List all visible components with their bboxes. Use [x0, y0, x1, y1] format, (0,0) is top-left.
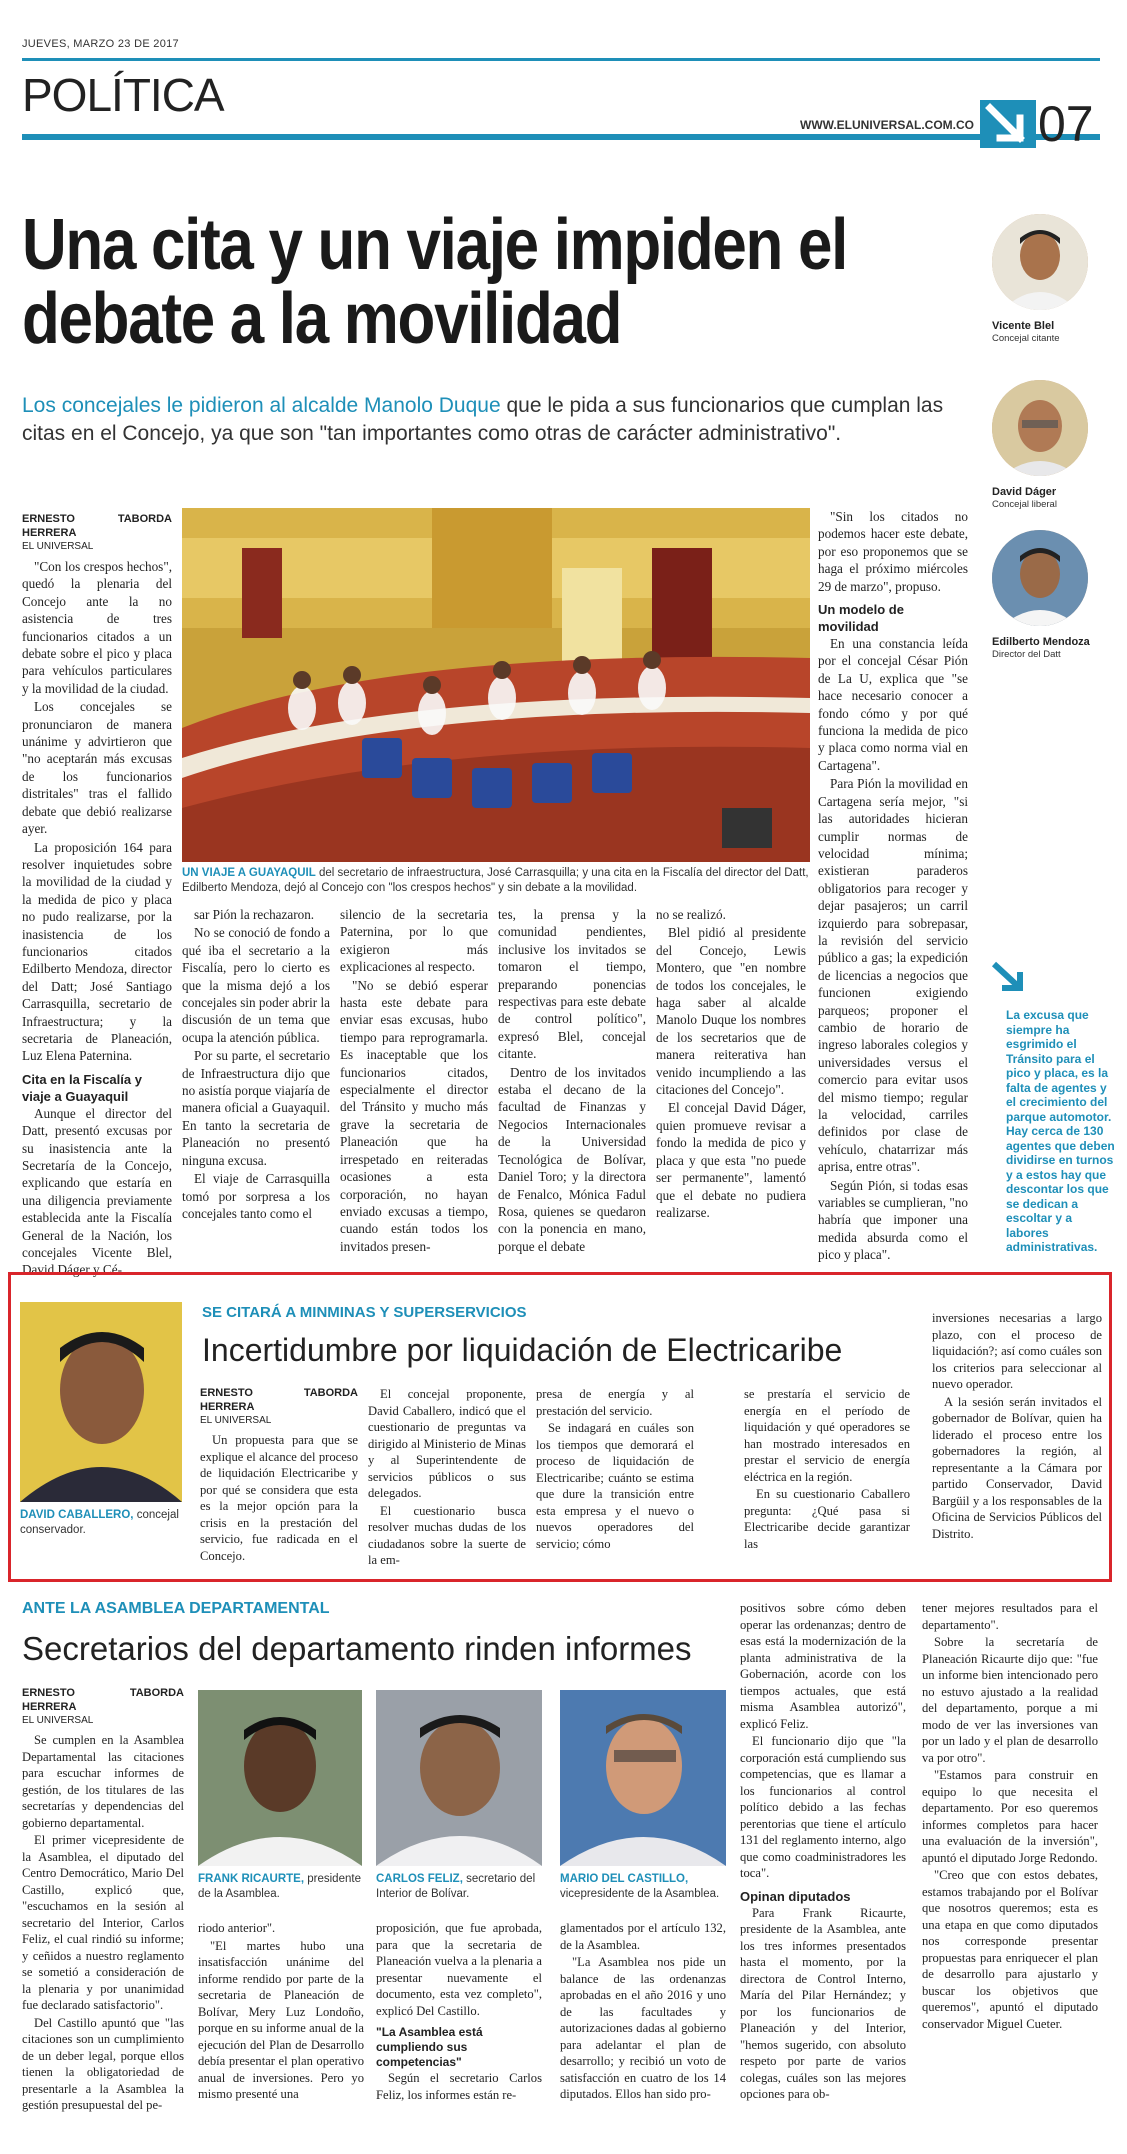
caption-lead: UN VIAJE A GUAYAQUIL [182, 867, 316, 879]
paragraph: no se realizó. [656, 907, 726, 922]
paragraph: proposición, que fue aprobada, para que la secretaria de Planeación vuelva a la plenaria a presentar nuevamente el documento, esta vez completo", explicó Del Castillo. [376, 1921, 542, 2018]
top-rule [22, 58, 1100, 61]
paragraph: No se conoció de fondo a qué iba el secretario a la Fiscalía, pero lo cierto es que la misma dejó a los concejales sin poder abrir la discusión de un tema que ocupa la atención pública. [182, 925, 330, 1045]
paragraph: "Sin los citados no podemos hacer este debate, por eso proponemos que se haga el próximo miércoles 29 de marzo", propuso. [818, 509, 968, 594]
paragraph: Se cumplen en la Asamblea Departamental las citaciones para escuchar informes de gestión, de los titulares de las secretarías y dependencias del gobierno departamental. [22, 1733, 184, 1830]
box-photo-caption [20, 1508, 190, 1538]
councilor-name: Edilberto Mendoza [992, 636, 1090, 648]
bottom-col-2 [198, 1920, 364, 2104]
paragraph: se prestaría el servicio de energía en el período de liquidación y qué operadores se han mostrado interesados en prestar el servicio de energía eléctrica en la región. [744, 1387, 910, 1484]
mario-del-castillo-photo [560, 1690, 726, 1866]
avatar-edilberto-mendoza [992, 530, 1088, 626]
paragraph: sar Pión la rechazaron. [194, 907, 315, 922]
councilor-role: Concejal liberal [992, 499, 1057, 510]
paragraph: En su cuestionario Caballero pregunta: ¿Qué pasa si Electricaribe decide garantizar las [744, 1487, 910, 1551]
paragraph: silencio de la secretaria Paternina, por lo que exigieron más explicaciones al respecto. [340, 907, 488, 975]
main-col-1 [22, 512, 172, 1280]
avatar-david-dager [992, 380, 1088, 476]
byline-source: EL UNIVERSAL [22, 541, 94, 552]
bottom-col-3 [376, 1920, 542, 2104]
paragraph: Un propuesta para que se explique el alcance del proceso de liquidación Electricaribe y por qué se considera que esta es la mejor opción para la crisis en la prestación del servicio, fue radicada en el Concejo. [200, 1433, 358, 1563]
paragraph: A la sesión serán invitados el gobernador de Bolívar, quien ha liderado el proceso entre los gobernadores la región, al representante a la Cámara por partido Conservador, David Bargüil y a los responsables de la Oficina de Servicios Públicos del Distrito. [932, 1394, 1102, 1541]
main-headline: Una cita y un viaje impiden el debate a la movilidad [22, 205, 848, 359]
paragraph: positivos sobre cómo deben operar las ordenanzas; dentro de esas está la modernización de la planta administrativa de la Gobernación, acorde con los tiempos actuales, que está misma Asamblea autorizó", explicó Feliz. [740, 1601, 906, 1731]
caption-lead: MARIO DEL CASTILLO, [560, 1873, 689, 1885]
paragraph: Dentro de los invitados estaba el decano de la facultad de Finanzas y Negocios Internacionales de la Universidad Tecnológica de Bolívar, Daniel Toro; y la directora de Fenalco, Mónica Fadul Rosa, quienes se quedaron con la ponencia en mano, porque el debate [498, 1064, 646, 1254]
subhead: Cita en la Fiscalía y viaje a Guayaquil [22, 1071, 142, 1104]
paragraph: inversiones necesarias a largo plazo, con el proceso de liquidación?; así como cuáles son los criterios para seleccionar al nuevo operador. [932, 1311, 1102, 1391]
main-col-6 [818, 508, 968, 1265]
councilor-role: Concejal citante [992, 333, 1060, 344]
paragraph: Por su parte, el secretario de Infraestructura dijo que no asistía porque viajaría de manera oficial a Guayaquil. En tanto la secretaria de Planeación no presentó ninguna excusa. [182, 1048, 330, 1168]
caption-text: vicepresidente de la Asamblea. [560, 1888, 720, 1900]
box-col-5 [932, 1310, 1102, 1543]
main-col-5 [656, 906, 806, 1222]
paragraph: "No se debió esperar hasta este debate para enviar esas excusas, hubo tiempo para reprogramarla. Es inaceptable que los funcionarios citados, especialmente el director del Tránsito y mucho más grave la secretaria de Planeación que ha irrespetado en reiteradas ocasiones a esta corporación, no hayan enviado excusas a tiempo, cuando están todos los invitados presen- [340, 977, 488, 1254]
bottom-col-4 [560, 1920, 726, 2104]
paragraph: El concejal David Dáger, quien promueve revisar a fondo la medida de pico y placa y que esta "no puede ser permanente", lamentó que el debate no pudiera realizarse. [656, 1100, 806, 1220]
main-col-3 [340, 906, 488, 1256]
photo-caption-feliz [376, 1872, 542, 1902]
avatar-caption-3 [992, 636, 1112, 661]
caption-text: presidente de la Asamblea. [198, 1873, 361, 1900]
paragraph: tener mejores resultados para el departamento". [922, 1601, 1098, 1632]
council-session-photo [182, 508, 810, 862]
page-number: 07 [1038, 96, 1094, 152]
section-title: POLÍTICA [22, 69, 224, 121]
paragraph: Según el secretario Carlos Feliz, los informes están re- [376, 2071, 542, 2102]
bottom-headline: Secretarios del departamento rinden informes [22, 1630, 692, 1667]
councilor-name: Vicente Blel [992, 320, 1055, 332]
box-headline: Incertidumbre por liquidación de Electricaribe [202, 1332, 843, 1368]
avatar-caption-1 [992, 320, 1102, 345]
paragraph: "Con los crespos hechos", quedó la plenaria del Concejo ante la no asistencia de tres funcionarios citados a un debate sobre el pico y placa para vehículos particulares y la movilidad de la ciudad. [22, 559, 172, 696]
subhead: Opinan diputados [740, 1888, 851, 1904]
paragraph: "La Asamblea nos pide un balance de las ordenanzas aprobadas en el año 2016 y uno de las facultades y autorizaciones dadas al gobierno para adelantar el plan de desarrollo; y recibió un voto de satisfacción en cuatro de los 14 diputados. Ellos han sido pro- [560, 1955, 726, 2101]
paragraph: Aunque el director del Datt, presentó excusas por su inasistencia ante la Secretaría de la Concejo, explicando que estaría en una diligencia previamente establecida ante la Fiscalía General de la Nación, los concejales Vicente Blel, David Dáger y Cé- [22, 1105, 172, 1278]
paragraph: El viaje de Carrasquilla tomó por sorpresa a los concejales tanto como el [182, 1171, 330, 1221]
paragraph: Según Pión, si todas esas variables se cumplieran, "no habría que imponer una medida absurda como el pico y placa". [818, 1177, 968, 1263]
byline-source: EL UNIVERSAL [22, 1715, 94, 1726]
paragraph: "Creo que con estos debates, estamos trabajando por el Bolívar que nosotros queremos; esta es una etapa en que como diputados nos corresponde presentar propuestas para enriquecer el plan de desarrollo para ajustarlo y buscar los objetivos que queremos", apuntó el diputado conservador Miguel Cueter. [922, 1868, 1098, 2031]
caption-text: secretario del Interior de Bolívar. [376, 1873, 536, 1900]
byline-author: ERNESTO TABORDA HERRERA [22, 1687, 184, 1713]
caption-text: del secretario de infraestructura, José Carrasquilla; y una cita en la Fiscalía del director del Datt, Edilberto Mendoza, dejó al Concejo con "los crespos hechos" y sin debate a la movilidad. [182, 867, 809, 894]
paragraph: Del Castillo apuntó que "las citaciones son un cumplimiento de un deber legal, porque ellos tienen la obligatoriedad de presentarle a la Asamblea la gestión presupuestal del pe- [22, 2015, 184, 2112]
deck-lead: Los concejales le pidieron al alcalde Manolo Duque [22, 394, 501, 417]
subhead: Un modelo de movilidad [818, 602, 904, 635]
councilor-name: David Dáger [992, 486, 1057, 498]
bottom-kicker: ANTE LA ASAMBLEA DEPARTAMENTAL [22, 1600, 330, 1617]
main-col-4 [498, 906, 646, 1256]
carlos-feliz-photo [376, 1690, 542, 1866]
paragraph: En una constancia leída por el concejal César Pión de La U, explica que "se hace necesario conocer a fondo cómo y por qué funciona la medida de pico y placa como norma vial en Cartagena". [818, 636, 968, 773]
frank-ricaurte-photo [198, 1690, 362, 1866]
arrow-down-right-icon [980, 100, 1036, 148]
byline-author: ERNESTO TABORDA HERRERA [22, 513, 172, 539]
box-col-2 [368, 1386, 526, 1570]
byline-source: EL UNIVERSAL [200, 1415, 272, 1426]
byline-author: ERNESTO TABORDA HERRERA [200, 1387, 358, 1413]
paragraph: glamentados por el artículo 132, de la Asamblea. [560, 1921, 726, 1952]
sidebar-arrow-icon [990, 960, 1028, 994]
paragraph: Sobre la secretaría de Planeación Ricaurte dijo que: "fue un informe bien intencionado pero no estuvo ajustado a la realidad del departamento, porque a mi modo de ver las inversiones van por un lado y el plan de desarrollo va por otro". [922, 1635, 1098, 1765]
bottom-col-5 [740, 1600, 906, 2104]
main-photo-caption [182, 866, 810, 896]
photo-caption-del-castillo [560, 1872, 726, 1902]
box-col-3 [536, 1386, 694, 1553]
caption-lead: DAVID CABALLERO, [20, 1509, 134, 1521]
main-deck [22, 392, 982, 448]
paragraph: El cuestionario busca resolver muchas dudas de los ciudadanos sobre la suerte de la em- [368, 1503, 526, 1567]
paragraph: tes, la prensa y la comunidad pendientes, inclusive los invitados se tomaron el tiempo, preparando ponencias respectivas para este debate de control político", expresó Blel, concejal citante. [498, 907, 646, 1062]
paragraph: Blel pidió al presidente del Concejo, Lewis Montero, que "en nombre de todos los concejales, le haga saber al alcalde Manolo Duque los nombres de los secretarios que de manera reiterativa han venido incumpliendo a las citaciones del Concejo". [656, 925, 806, 1098]
box-col-4 [744, 1386, 910, 1553]
page-badge [980, 100, 1036, 148]
paragraph: El funcionario dijo que "la corporación está cumpliendo sus competencias, que es llamar a los funcionarios al control político debido a las fechas perentorias que tiene el artículo 131 del reglamento interno, algo que como coadministradores les toca". [740, 1734, 906, 1880]
caption-lead: CARLOS FELIZ, [376, 1873, 463, 1885]
deck-rest: que le pida a sus funcionarios que cumplan las citas en el Concejo, ya que son "tan importantes como otras de carácter administrativo". [22, 394, 944, 445]
box-col-1 [200, 1386, 358, 1565]
site-url[interactable]: WWW.ELUNIVERSAL.COM.CO [800, 118, 974, 132]
box-kicker: SE CITARÁ A MINMINAS Y SUPERSERVICIOS [202, 1304, 527, 1321]
paragraph: Para Frank Ricaurte, presidente de la Asamblea, ante los tres informes presentados hasta el momento, por la directora de Control Interno, María del Pilar Hernández; y por los funcionarios de Planeación y del Interior, "hemos sugerido, con absoluto respeto por parte de varios colegas, cuáles son las mejores opciones para ob- [740, 1905, 906, 2101]
bottom-col-1 [22, 1686, 184, 2115]
section-rule [22, 134, 1100, 140]
caption-lead: FRANK RICAURTE, [198, 1873, 305, 1885]
avatar-vicente-blel [992, 214, 1088, 310]
photo-caption-ricaurte [198, 1872, 362, 1902]
subhead: "La Asamblea está cumpliendo sus competencias" [376, 2025, 483, 2069]
paragraph: El primer vicepresidente de la Asamblea, el diputado del Centro Democrático, Mario Del Castillo, explicó que, "escuchamos en la sesión al secretario del Interior, Carlos Feliz, el cual rindió su informe; y ceñidos a nuestro reglamento se sometió a consideración de la plenaria y por unanimidad fue declarado satisfactorio". [22, 1833, 184, 2012]
paragraph: riodo anterior". [198, 1921, 276, 1935]
paragraph: "El martes hubo una insatisfacción unánime del informe rendido por parte de la secretaria de Planeación de Bolívar, Mery Luz Londoño, porque en su informe anual de la ejecución del Plan de Desarrollo debía presentar el plan operativo anual de inversiones. Pero yo mismo presenté una [198, 1938, 364, 2101]
councilor-role: Director del Datt [992, 649, 1061, 660]
paragraph: Los concejales se pronunciaron de manera unánime y advirtieron que "no aceptarán más excusas de los funcionarios distritales" tras el fallido debate que debió realizarse ayer. [22, 699, 172, 837]
david-caballero-photo [20, 1302, 182, 1502]
paragraph: Para Pión la movilidad en Cartagena sería mejor, "si las autoridades hicieran cumplir normas de velocidad mínima; existieran paraderos obligatorios para recoger y dejar pasajeros; un carril izquierdo para sobrepasar, la revisión del servicio público a gas; la expedición de licencias a negocios que funcionen exigiendo parqueos; proponer el cambio de horario de ingreso laborales colegios y universidades versus el comercio para evitar usos del mismo tiempo; regular la velocidad, carriles definidos por clase de vehículo, chatarrizar más aprisa, entre otras". [818, 776, 968, 1175]
paragraph: "Estamos para construir en equipo lo que necesita el departamento. Por eso queremos informes completos para hacer una evaluación de la inversión", apuntó el diputado Jorge Redondo. [922, 1768, 1098, 1865]
main-col-2 [182, 906, 330, 1223]
paragraph: El concejal proponente, David Caballero, indicó que el cuestionario de preguntas va dirigido al Ministerio de Minas y al Superintendente de servicios públicos o sus delegados. [368, 1387, 526, 1500]
edition-date: JUEVES, MARZO 23 DE 2017 [22, 38, 179, 50]
paragraph: La proposición 164 para resolver inquietudes sobre la movilidad de la ciudad y la medida de pico y placa no pudo realizarse, por la inasistencia de los funcionarios citados Edilberto Mendoza, director del Datt; José Santiago Carrasquilla, secretario de Infraestructura; y la secretaria de Planeación, Luz Elena Paternina. [22, 839, 172, 1064]
avatar-caption-2 [992, 486, 1102, 511]
paragraph: Se indagará en cuáles son los tiempos que demorará el proceso de liquidación de Electricaribe; cuánto se estima que dure la transición entre esta empresa y el nuevo o nuevos operadores del servicio; cómo [536, 1421, 694, 1551]
caption-text: concejal conservador. [20, 1509, 179, 1536]
bottom-col-6 [922, 1600, 1098, 2033]
paragraph: presa de energía y al prestación del servicio. [536, 1387, 694, 1418]
sidebar-note: La excusa que siempre ha esgrimido el Tránsito para el pico y placa, es la falta de agentes y el crecimiento del parque automotor. Hay cerca de 130 agentes que deben dividirse en turnos y a estos hay que descontar los que se dedican a escoltar y a labores administrativas. [1006, 1008, 1115, 1254]
